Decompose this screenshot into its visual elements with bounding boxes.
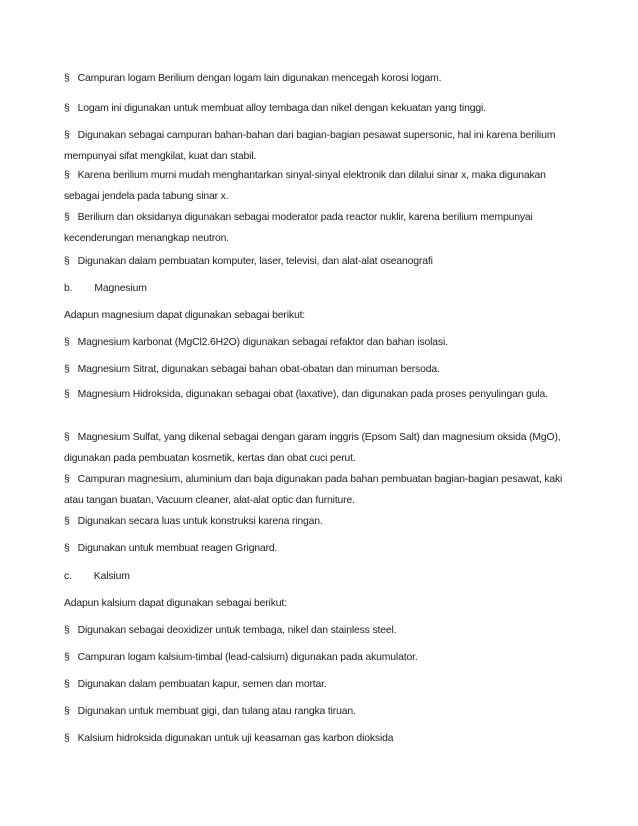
section-letter: c. bbox=[64, 571, 72, 582]
bullet: § bbox=[64, 212, 70, 223]
item-text: Digunakan untuk membuat reagen Grignard. bbox=[77, 543, 278, 554]
bullet: § bbox=[64, 625, 70, 636]
bullet: § bbox=[64, 432, 70, 443]
magnesium-item bbox=[64, 360, 578, 381]
section-title: Magnesium bbox=[94, 283, 147, 294]
item-text: Magnesium karbonat (MgCl2.6H2O) digunakan sebagai refaktor dan bahan isolasi. bbox=[77, 337, 448, 348]
bullet: § bbox=[64, 337, 70, 348]
paragraph-beryllium-6 bbox=[64, 252, 578, 273]
bullet: § bbox=[64, 733, 70, 744]
paragraph-beryllium-4 bbox=[64, 166, 578, 207]
paragraph-beryllium-5 bbox=[64, 208, 578, 249]
bullet: § bbox=[64, 73, 70, 84]
calcium-item bbox=[64, 648, 578, 669]
paragraph-text: Digunakan dalam pembuatan komputer, laser, televisi, dan alat-alat oseanografi bbox=[77, 256, 433, 267]
item-text: Digunakan sebagai deoxidizer untuk tembaga, nikel dan stainless steel. bbox=[77, 625, 397, 636]
paragraph-beryllium-2 bbox=[64, 99, 578, 120]
paragraph-text: Karena berilium murni mudah menghantarkan sinyal-sinyal elektronik dan dilalui sinar x, maka digunakan sebagai jendela pada tabung sinar x. bbox=[64, 170, 546, 202]
item-text: Digunakan secara luas untuk konstruksi karena ringan. bbox=[77, 516, 323, 527]
bullet: § bbox=[64, 256, 70, 267]
calcium-item bbox=[64, 621, 578, 642]
intro-magnesium: Adapun magnesium dapat digunakan sebagai berikut: bbox=[64, 310, 306, 321]
magnesium-item bbox=[64, 512, 578, 533]
magnesium-item bbox=[64, 539, 578, 560]
item-text: Digunakan dalam pembuatan kapur, semen dan mortar. bbox=[77, 679, 327, 690]
item-text: Digunakan untuk membuat gigi, dan tulang atau rangka tiruan. bbox=[77, 706, 356, 717]
paragraph-text: Campuran logam Berilium dengan logam lain digunakan mencegah korosi logam. bbox=[77, 73, 442, 84]
section-title: Kalsium bbox=[93, 571, 130, 582]
bullet: § bbox=[64, 474, 70, 485]
item-text: Magnesium Hidroksida, digunakan sebagai obat (laxative), dan digunakan pada proses penyulingan gula. bbox=[77, 389, 548, 400]
calcium-item bbox=[64, 702, 578, 723]
item-text: Kalsium hidroksida digunakan untuk uji keasaman gas karbon dioksida bbox=[77, 733, 394, 744]
bullet: § bbox=[64, 652, 70, 663]
calcium-item bbox=[64, 729, 578, 750]
item-text: Magnesium Sulfat, yang dikenal sebagai dengan garam inggris (Epsom Salt) dan magnesium oksida (MgO), digunakan pada pembuatan kosmetik, kertas dan obat cuci perut. bbox=[64, 432, 561, 464]
magnesium-item bbox=[64, 385, 578, 406]
paragraph-beryllium-1 bbox=[64, 69, 578, 90]
magnesium-item bbox=[64, 428, 578, 469]
section-heading-calcium bbox=[64, 567, 578, 588]
section-heading-magnesium bbox=[64, 279, 578, 300]
magnesium-item bbox=[64, 470, 578, 511]
paragraph-text: Logam ini digunakan untuk membuat alloy tembaga dan nikel dengan kekuatan yang tinggi. bbox=[77, 103, 486, 114]
intro-calcium: Adapun kalsium dapat digunakan sebagai berikut: bbox=[64, 598, 287, 609]
bullet: § bbox=[64, 543, 70, 554]
magnesium-item bbox=[64, 333, 578, 354]
paragraph-beryllium-3 bbox=[64, 126, 578, 167]
bullet: § bbox=[64, 389, 70, 400]
bullet: § bbox=[64, 170, 70, 181]
bullet: § bbox=[64, 706, 70, 717]
paragraph-text: Berilium dan oksidanya digunakan sebagai moderator pada reactor nuklir, karena berilium mempunyai kecenderungan menangkap neutron. bbox=[64, 212, 533, 244]
bullet: § bbox=[64, 364, 70, 375]
bullet: § bbox=[64, 130, 70, 141]
item-text: Campuran magnesium, aluminium dan baja digunakan pada bahan pembuatan bagian-bagian pesawat, kaki atau tangan buatan, Vacuum cleaner, alat-alat optic dan furniture. bbox=[64, 474, 563, 506]
bullet: § bbox=[64, 516, 70, 527]
calcium-item bbox=[64, 675, 578, 696]
item-text: Magnesium Sitrat, digunakan sebagai bahan obat-obatan dan minuman bersoda. bbox=[77, 364, 440, 375]
bullet: § bbox=[64, 103, 70, 114]
paragraph-text: Digunakan sebagai campuran bahan-bahan dari bagian-bagian pesawat supersonic, hal ini karena berilium mempunyai sifat mengkilat, kuat dan stabil. bbox=[64, 130, 556, 162]
item-text: Campuran logam kalsium-timbal (lead-calsium) digunakan pada akumulator. bbox=[77, 652, 418, 663]
section-letter: b. bbox=[64, 283, 73, 294]
bullet: § bbox=[64, 679, 70, 690]
